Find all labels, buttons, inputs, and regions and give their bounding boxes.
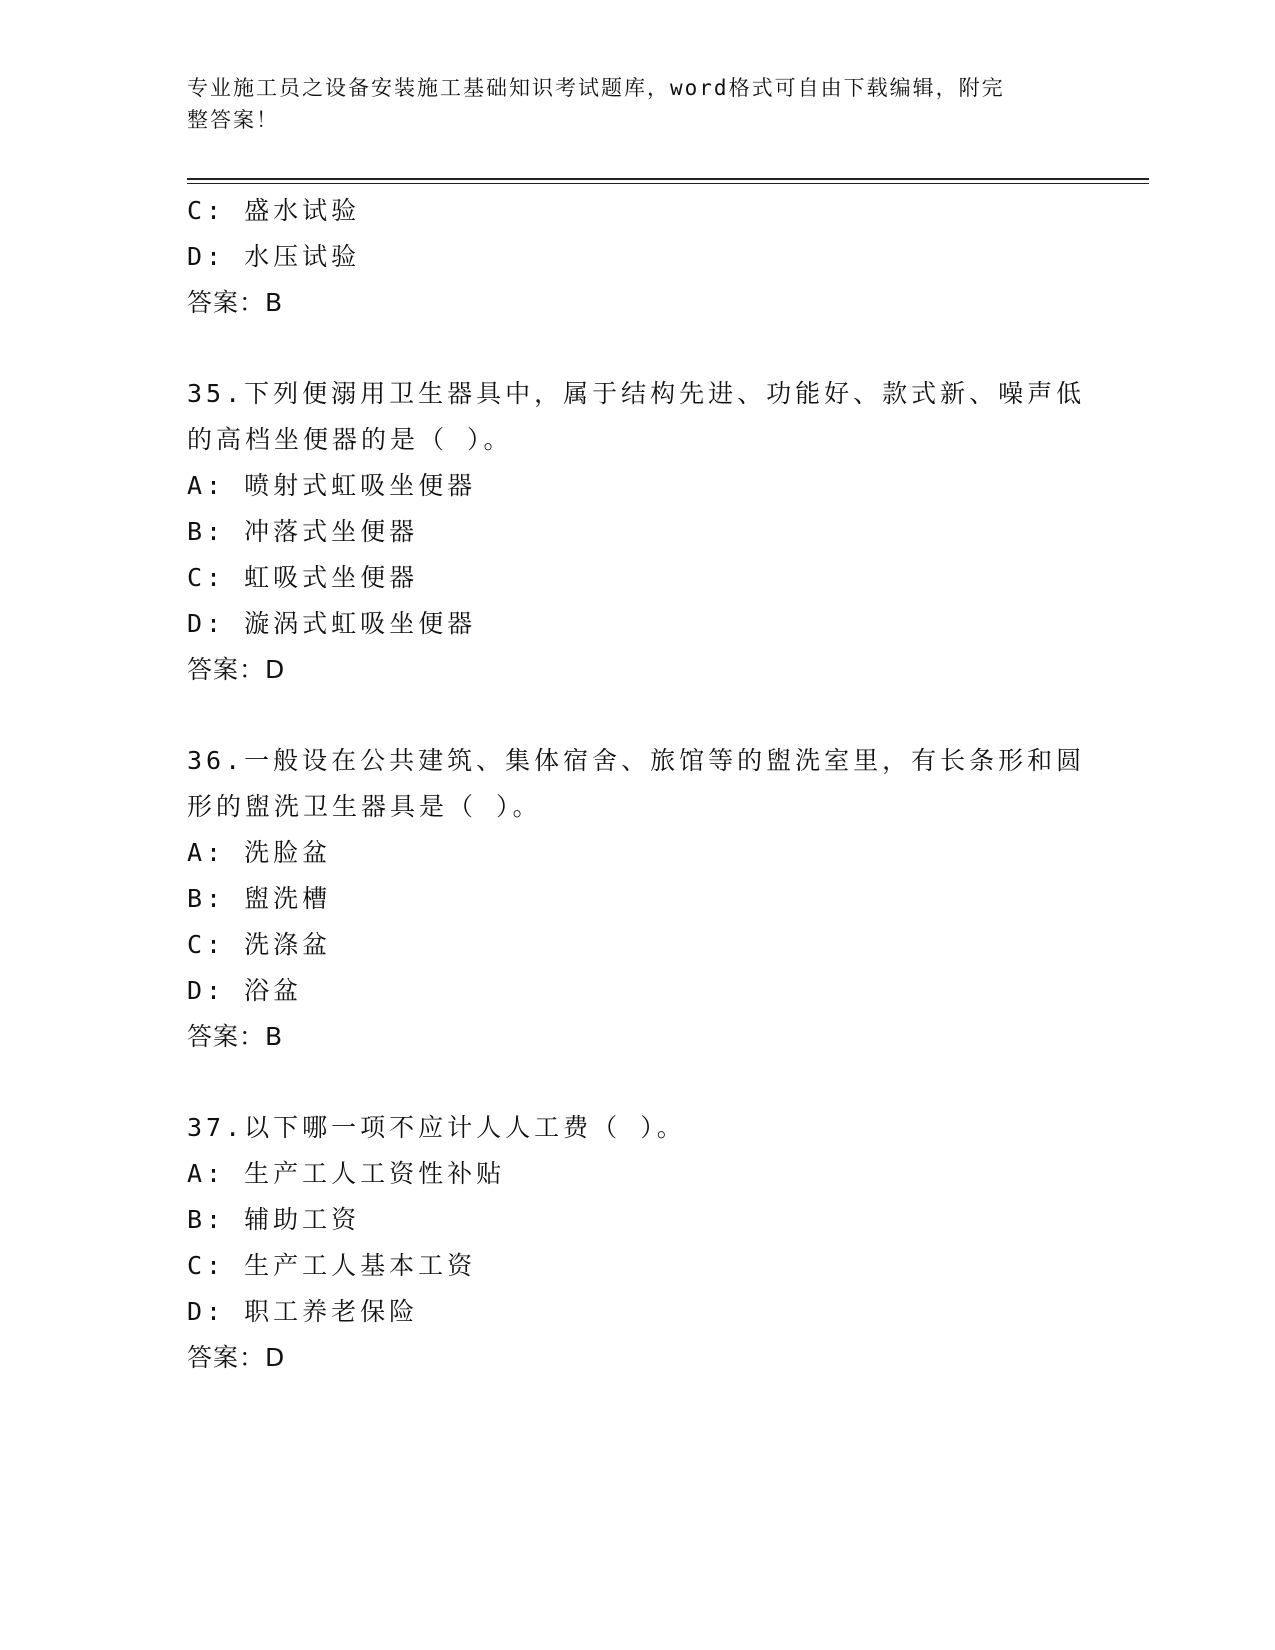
option-c: C: 生产工人基本工资 (187, 1251, 477, 1280)
header-line-2: 整答案！ (187, 108, 279, 132)
question-stem-line: 的高档坐便器的是（ ）。 (187, 425, 513, 454)
answer-line: 答案：D (187, 1343, 286, 1372)
document-header (187, 72, 1067, 136)
answer-line: 答案：B (187, 288, 284, 317)
option-d: D: 漩涡式虹吸坐便器 (187, 609, 477, 638)
option-b: B: 冲落式坐便器 (187, 517, 419, 546)
answer-line: 答案：D (187, 655, 286, 684)
option-d: D: 浴盆 (187, 976, 303, 1005)
question-stem-line: 形的盥洗卫生器具是（ ）。 (187, 792, 542, 821)
spacer (187, 693, 1087, 738)
option-c: C: 盛水试验 (187, 196, 361, 225)
option-c: C: 虹吸式坐便器 (187, 563, 419, 592)
answer-line: 答案：B (187, 1022, 284, 1051)
question-list (187, 188, 1087, 1381)
option-a: A: 洗脸盆 (187, 838, 332, 867)
option-b: B: 辅助工资 (187, 1205, 361, 1234)
question-stem-line: 37.以下哪一项不应计人人工费（ ）。 (187, 1113, 686, 1142)
option-c: C: 洗涤盆 (187, 930, 332, 959)
question-stem-line: 35.下列便溺用卫生器具中，属于结构先进、功能好、款式新、噪声低 (187, 379, 1086, 408)
question-stem-line: 36.一般设在公共建筑、集体宿舍、旅馆等的盥洗室里，有长条形和圆 (187, 746, 1086, 775)
spacer (187, 326, 1087, 371)
spacer (187, 1060, 1087, 1105)
option-d: D: 水压试验 (187, 242, 361, 271)
question-block-34 (187, 188, 1087, 326)
header-line-1: 专业施工员之设备安装施工基础知识考试题库，word格式可自由下载编辑，附完 (187, 76, 1005, 100)
header-divider-thin (187, 183, 1149, 184)
question-block-36 (187, 738, 1087, 1060)
option-a: A: 喷射式虹吸坐便器 (187, 471, 477, 500)
header-divider-thick (187, 178, 1149, 180)
question-block-35 (187, 371, 1087, 693)
option-a: A: 生产工人工资性补贴 (187, 1159, 506, 1188)
option-d: D: 职工养老保险 (187, 1297, 419, 1326)
question-block-37 (187, 1105, 1087, 1381)
option-b: B: 盥洗槽 (187, 884, 332, 913)
